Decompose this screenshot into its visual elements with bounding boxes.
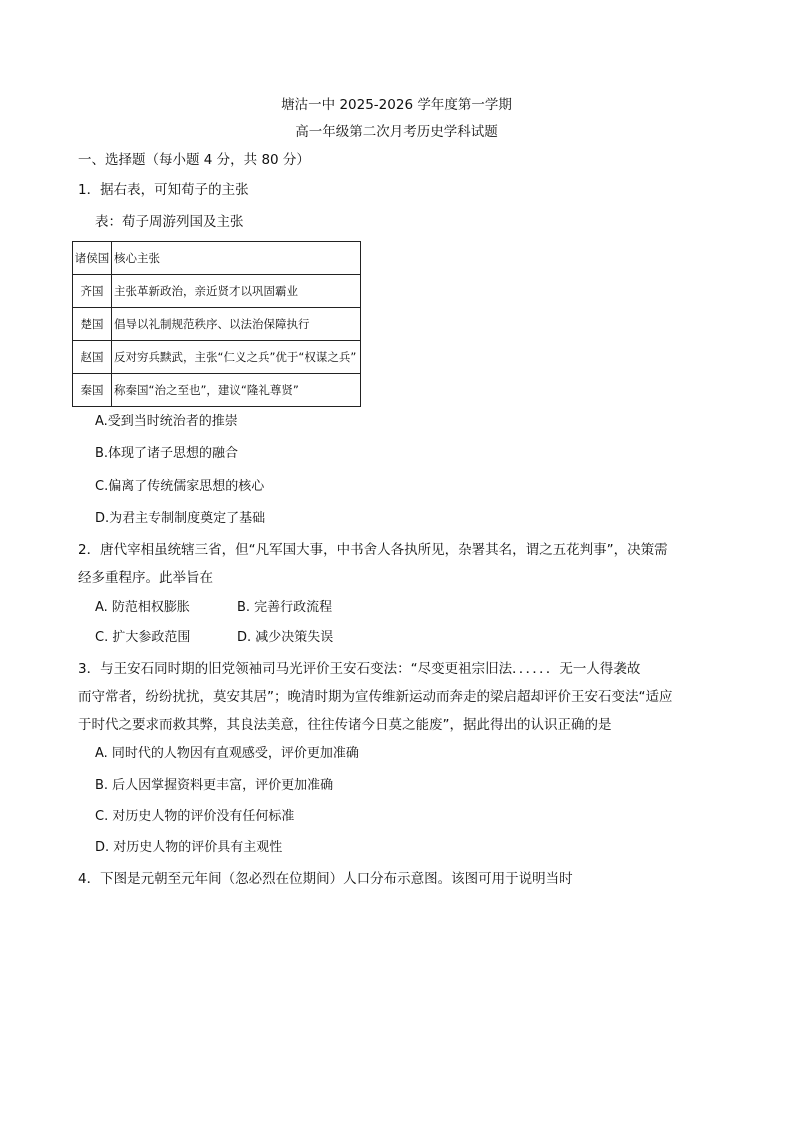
table-cell: 称秦国“治之至也”，建议“隆礼尊贤” (112, 374, 361, 407)
q3-option-c: C. 对历史人物的评价没有任何标准 (95, 809, 295, 824)
q3-option-b: B. 后人因掌握资料更丰富，评价更加准确 (95, 778, 334, 793)
table-cell: 主张革新政治，亲近贤才以巩固霸业 (112, 275, 361, 308)
q2-option-c: C. 扩大参政范围 (95, 630, 191, 645)
q3-stem-line1: 3．与王安石同时期的旧党领袖司马光评价王安石变法：“尽变更祖宗旧法．．．．．．无一人得袭故 (78, 661, 641, 677)
table-cell: 楚国 (73, 308, 112, 341)
q3-option-d: D. 对历史人物的评价具有主观性 (95, 840, 283, 855)
table-header-cell: 核心主张 (112, 242, 361, 275)
table-cell: 倡导以礼制规范秩序、以法治保障执行 (112, 308, 361, 341)
q3-stem-line2: 而守常者，纷纷扰扰，莫安其居”；晚清时期为宣传维新运动而奔走的梁启超却评价王安石变法“适应 (78, 689, 673, 705)
exam-title: 塘沽一中 2025-2026 学年度第一学期 (281, 97, 512, 113)
table-row (73, 308, 361, 341)
table-cell: 反对穷兵黩武，主张“仁义之兵”优于“权谋之兵” (112, 341, 361, 374)
table-row (73, 341, 361, 374)
table-header-cell: 诸侯国 (73, 242, 112, 275)
q1-option-b: B.体现了诸子思想的融合 (95, 446, 239, 461)
q2-option-b: B. 完善行政流程 (237, 600, 333, 615)
table-cell: 赵国 (73, 341, 112, 374)
q1-option-d: D.为君主专制制度奠定了基础 (95, 511, 266, 526)
q1-table (72, 241, 361, 407)
q2-option-a: A. 防范相权膨胀 (95, 600, 190, 615)
q2-stem-line2: 经多重程序。此举旨在 (78, 570, 213, 586)
q1-option-a: A.受到当时统治者的推崇 (95, 414, 238, 429)
q1-stem: 1．据右表，可知荀子的主张 (78, 182, 249, 198)
q4-stem: 4．下图是元朝至元年间（忽必烈在位期间）人口分布示意图。该图可用于说明当时 (78, 871, 573, 887)
table-row (73, 374, 361, 407)
exam-subtitle: 高一年级第二次月考历史学科试题 (295, 124, 498, 140)
section-heading: 一、选择题（每小题 4 分，共 80 分） (78, 152, 310, 168)
q2-option-d: D. 减少决策失误 (237, 630, 334, 645)
table-row (73, 275, 361, 308)
table-header-row (73, 242, 361, 275)
q3-stem-line3: 于时代之要求而救其弊，其良法美意，往往传诸今日莫之能废”，据此得出的认识正确的是 (78, 717, 612, 733)
table-cell: 秦国 (73, 374, 112, 407)
table-cell: 齐国 (73, 275, 112, 308)
q3-option-a: A. 同时代的人物因有直观感受，评价更加准确 (95, 746, 359, 761)
q1-option-c: C.偏离了传统儒家思想的核心 (95, 479, 265, 494)
q1-table-caption: 表：荀子周游列国及主张 (95, 214, 244, 230)
q2-stem-line1: 2．唐代宰相虽统辖三省，但“凡军国大事，中书舍人各执所见，杂署其名，谓之五花判事”，决策需 (78, 542, 668, 558)
